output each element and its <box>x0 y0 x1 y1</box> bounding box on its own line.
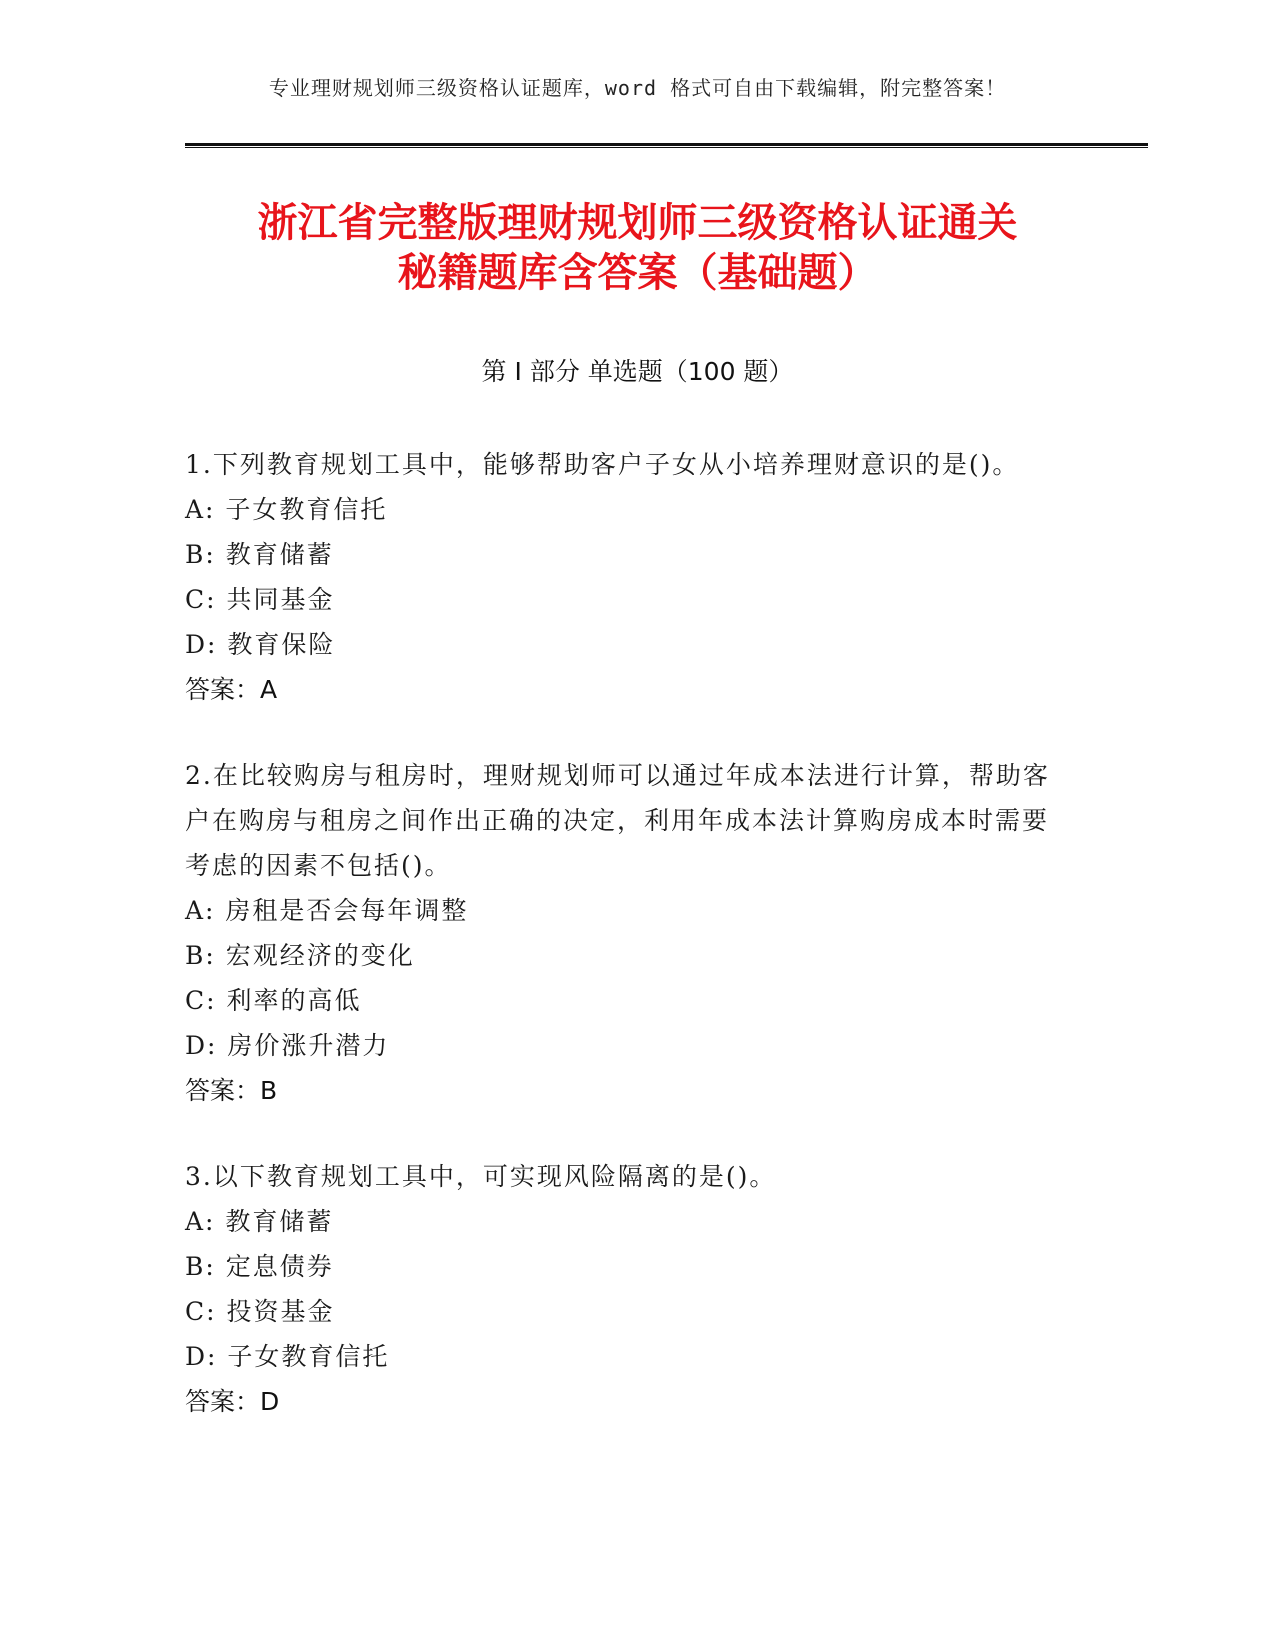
document-title-line-2: 秘籍题库含答案（基础题） <box>397 250 878 296</box>
option-a: A: 教育储蓄 <box>185 1207 334 1236</box>
option-d: D: 房价涨升潜力 <box>185 1031 390 1060</box>
question-stem: 3.以下教育规划工具中，可实现风险隔离的是()。 <box>185 1162 777 1191</box>
answer: 答案：A <box>185 675 278 704</box>
question-stem: 2.在比较购房与租房时，理财规划师可以通过年成本法进行计算，帮助客户在购房与租房之间作出正确的决定，利用年成本法计算购房成本时需要考虑的因素不包括()。 <box>185 761 1050 880</box>
option-c: C: 利率的高低 <box>185 986 362 1015</box>
document-title <box>150 198 1125 298</box>
question-stem: 1.下列教育规划工具中，能够帮助客户子女从小培养理财意识的是()。 <box>185 450 1020 479</box>
header-divider <box>185 143 1148 148</box>
question-1 <box>185 442 1065 712</box>
option-c: C: 投资基金 <box>185 1297 335 1326</box>
option-b: B: 宏观经济的变化 <box>185 941 415 970</box>
option-a: A: 房租是否会每年调整 <box>185 896 469 925</box>
option-d: D: 子女教育信托 <box>185 1342 390 1371</box>
page-header: 专业理财规划师三级资格认证题库，word 格式可自由下载编辑，附完整答案！ <box>268 76 1007 100</box>
answer: 答案：D <box>185 1387 280 1416</box>
option-d: D: 教育保险 <box>185 630 336 659</box>
option-b: B: 定息债券 <box>185 1252 334 1281</box>
question-list <box>185 442 1065 1465</box>
option-b: B: 教育储蓄 <box>185 540 334 569</box>
option-a: A: 子女教育信托 <box>185 495 388 524</box>
question-2 <box>185 753 1065 1113</box>
section-title: 第 I 部分 单选题（100 题） <box>481 357 794 386</box>
question-3 <box>185 1154 1065 1424</box>
document-title-line-1: 浙江省完整版理财规划师三级资格认证通关 <box>257 200 1018 246</box>
option-c: C: 共同基金 <box>185 585 335 614</box>
answer: 答案：B <box>185 1076 278 1105</box>
